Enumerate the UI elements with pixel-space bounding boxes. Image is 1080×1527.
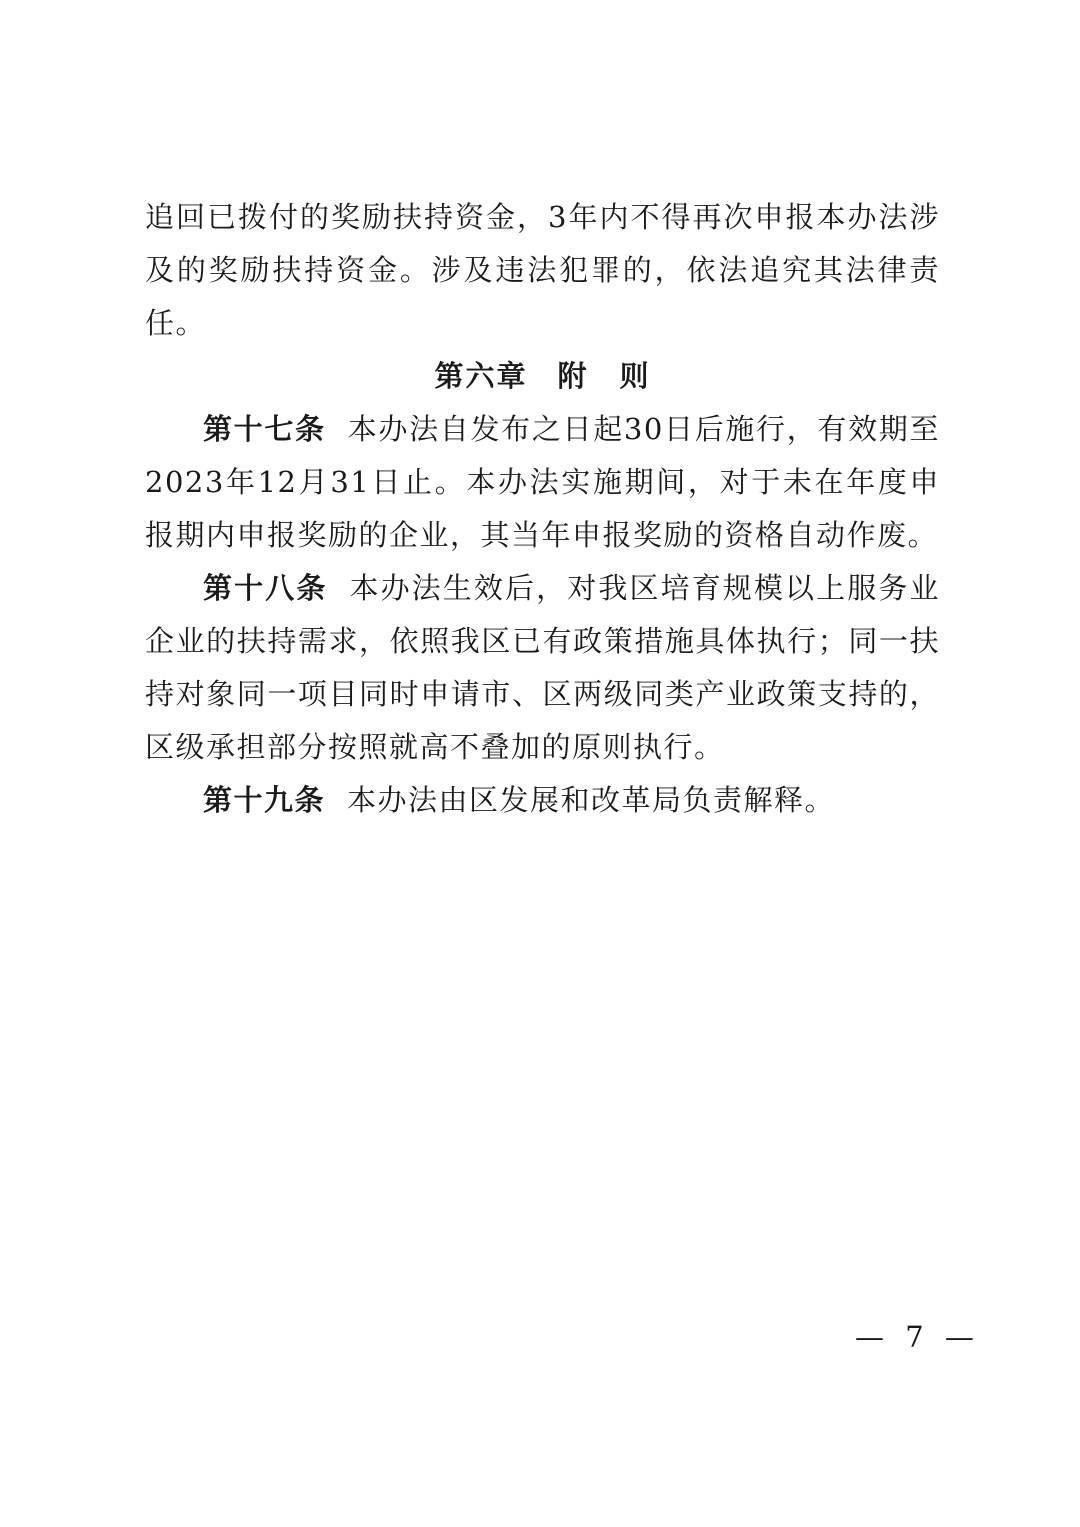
page-number: — 7 —	[855, 1320, 980, 1354]
article-17-text: 本办法自发布之日起30日后施行，有效期至2023年12月31日止。本办法实施期间，对于未在年度申报期内申报奖励的企业，其当年申报奖励的资格自动作废。	[145, 412, 940, 552]
continued-paragraph: 追回已拨付的奖励扶持资金，3年内不得再次申报本办法涉及的奖励扶持资金。涉及违法犯罪的，依法追究其法律责任。	[145, 200, 940, 340]
article-18-label: 第十八条	[203, 571, 328, 605]
chapter-label: 第六章	[434, 359, 528, 393]
document-body	[145, 191, 940, 827]
article-17-label: 第十七条	[203, 412, 326, 446]
chapter-title: 附 则	[557, 359, 651, 393]
chapter-heading	[145, 350, 940, 403]
article-19-label: 第十九条	[203, 783, 326, 817]
article-17	[145, 403, 940, 562]
article-19-text: 本办法由区发展和改革局负责解释。	[347, 783, 836, 817]
article-18-text: 本办法生效后，对我区培育规模以上服务业企业的扶持需求，依照我区已有政策措施具体执行；同一扶持对象同一项目同时申请市、区两级同类产业政策支持的，区级承担部分按照就高不叠加的原则执行。	[145, 571, 940, 764]
article-19	[145, 774, 940, 827]
article-18	[145, 562, 940, 774]
